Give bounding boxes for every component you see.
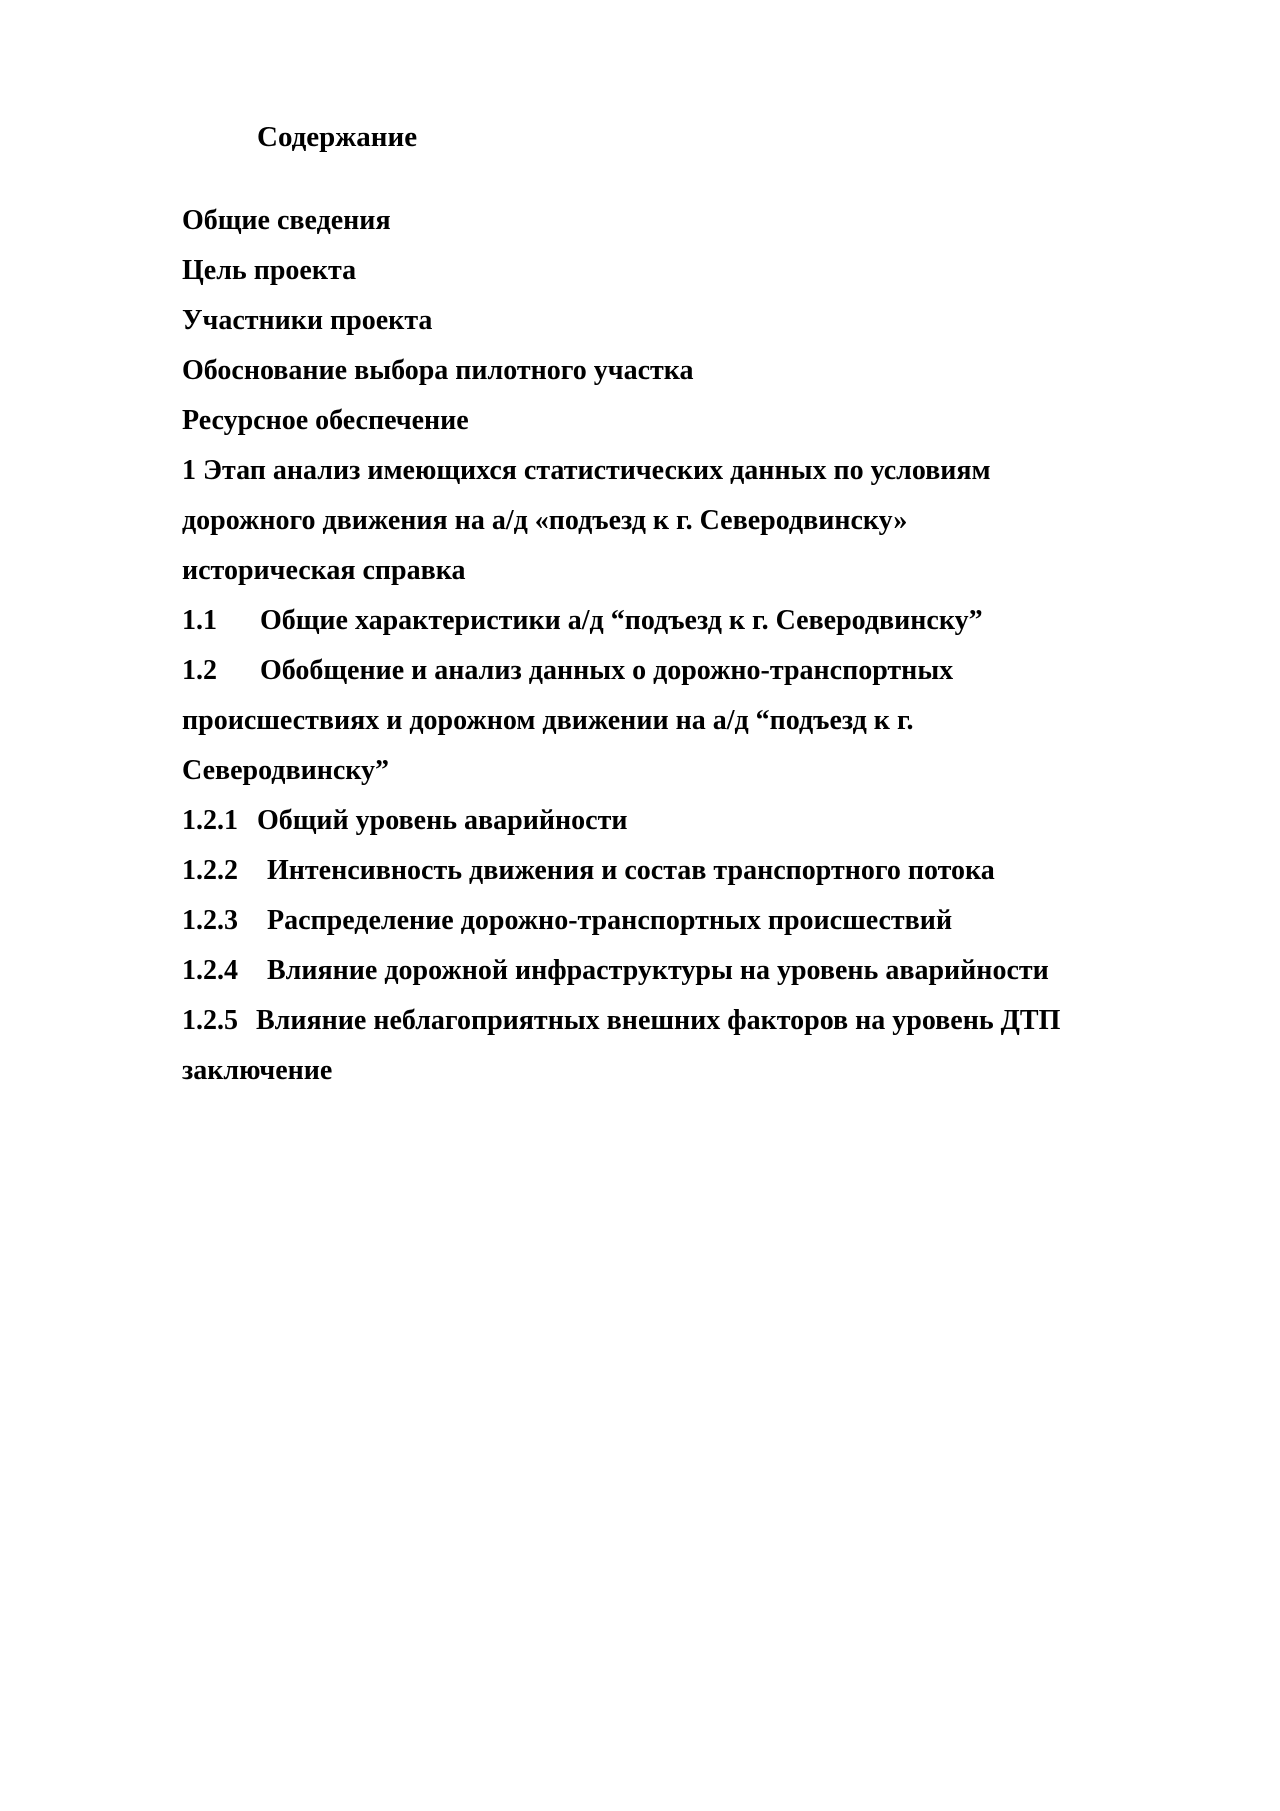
- section-number: 1.2.2: [182, 855, 238, 886]
- toc-item-section-1-2-3: [182, 896, 1142, 946]
- toc-item-project-participants: Участники проекта: [182, 305, 433, 336]
- toc-item-section-1-2-continued: происшествиях и дорожном движении на а/д “подъезд к г.: [182, 705, 914, 736]
- toc-item-general-info: Общие сведения: [182, 205, 391, 236]
- section-title: Обобщение и анализ данных о дорожно-транспортных: [260, 655, 954, 686]
- page-title: Содержание: [257, 121, 418, 153]
- section-number: 1.1: [182, 605, 217, 636]
- toc-item-section-1-2-2: [182, 846, 1142, 896]
- section-title: Общий уровень аварийности: [257, 805, 628, 836]
- section-title: Распределение дорожно-транспортных происшествий: [267, 905, 953, 936]
- toc-item-section-1-2-1: [182, 796, 1142, 846]
- section-number: 1.2: [182, 655, 217, 686]
- section-number: 1.2.4: [182, 955, 238, 986]
- toc-item-resource-support: Ресурсное обеспечение: [182, 405, 469, 436]
- toc-item-stage1-line2: дорожного движения на а/д «подъезд к г. Северодвинску»: [182, 505, 908, 536]
- toc-item-section-1-1: [182, 596, 1142, 646]
- toc-item-pilot-site-justification: Обоснование выбора пилотного участка: [182, 355, 694, 386]
- toc-item-stage1-line1: 1 Этап анализ имеющихся статистических данных по условиям: [182, 455, 991, 486]
- toc-item-project-goal: Цель проекта: [182, 255, 357, 286]
- section-number: 1.2.5: [182, 1005, 238, 1036]
- toc-item-historical-note: историческая справка: [182, 555, 466, 586]
- toc-item-section-1-2-5: [182, 996, 1142, 1046]
- toc-item-conclusion: заключение: [182, 1055, 333, 1086]
- section-number: 1.2.1: [182, 805, 238, 836]
- section-title: Влияние дорожной инфраструктуры на уровень аварийности: [267, 955, 1049, 986]
- section-title: Влияние неблагоприятных внешних факторов на уровень ДТП: [256, 1005, 1061, 1036]
- toc-item-section-1-2-4: [182, 946, 1142, 996]
- toc-item-section-1-2-continued-end: Северодвинску”: [182, 755, 390, 786]
- table-of-contents: [182, 196, 1142, 1096]
- section-title: Интенсивность движения и состав транспортного потока: [267, 855, 995, 886]
- section-title: Общие характеристики а/д “подъезд к г. Северодвинску”: [260, 605, 983, 636]
- toc-item-section-1-2: [182, 646, 1142, 696]
- section-number: 1.2.3: [182, 905, 238, 936]
